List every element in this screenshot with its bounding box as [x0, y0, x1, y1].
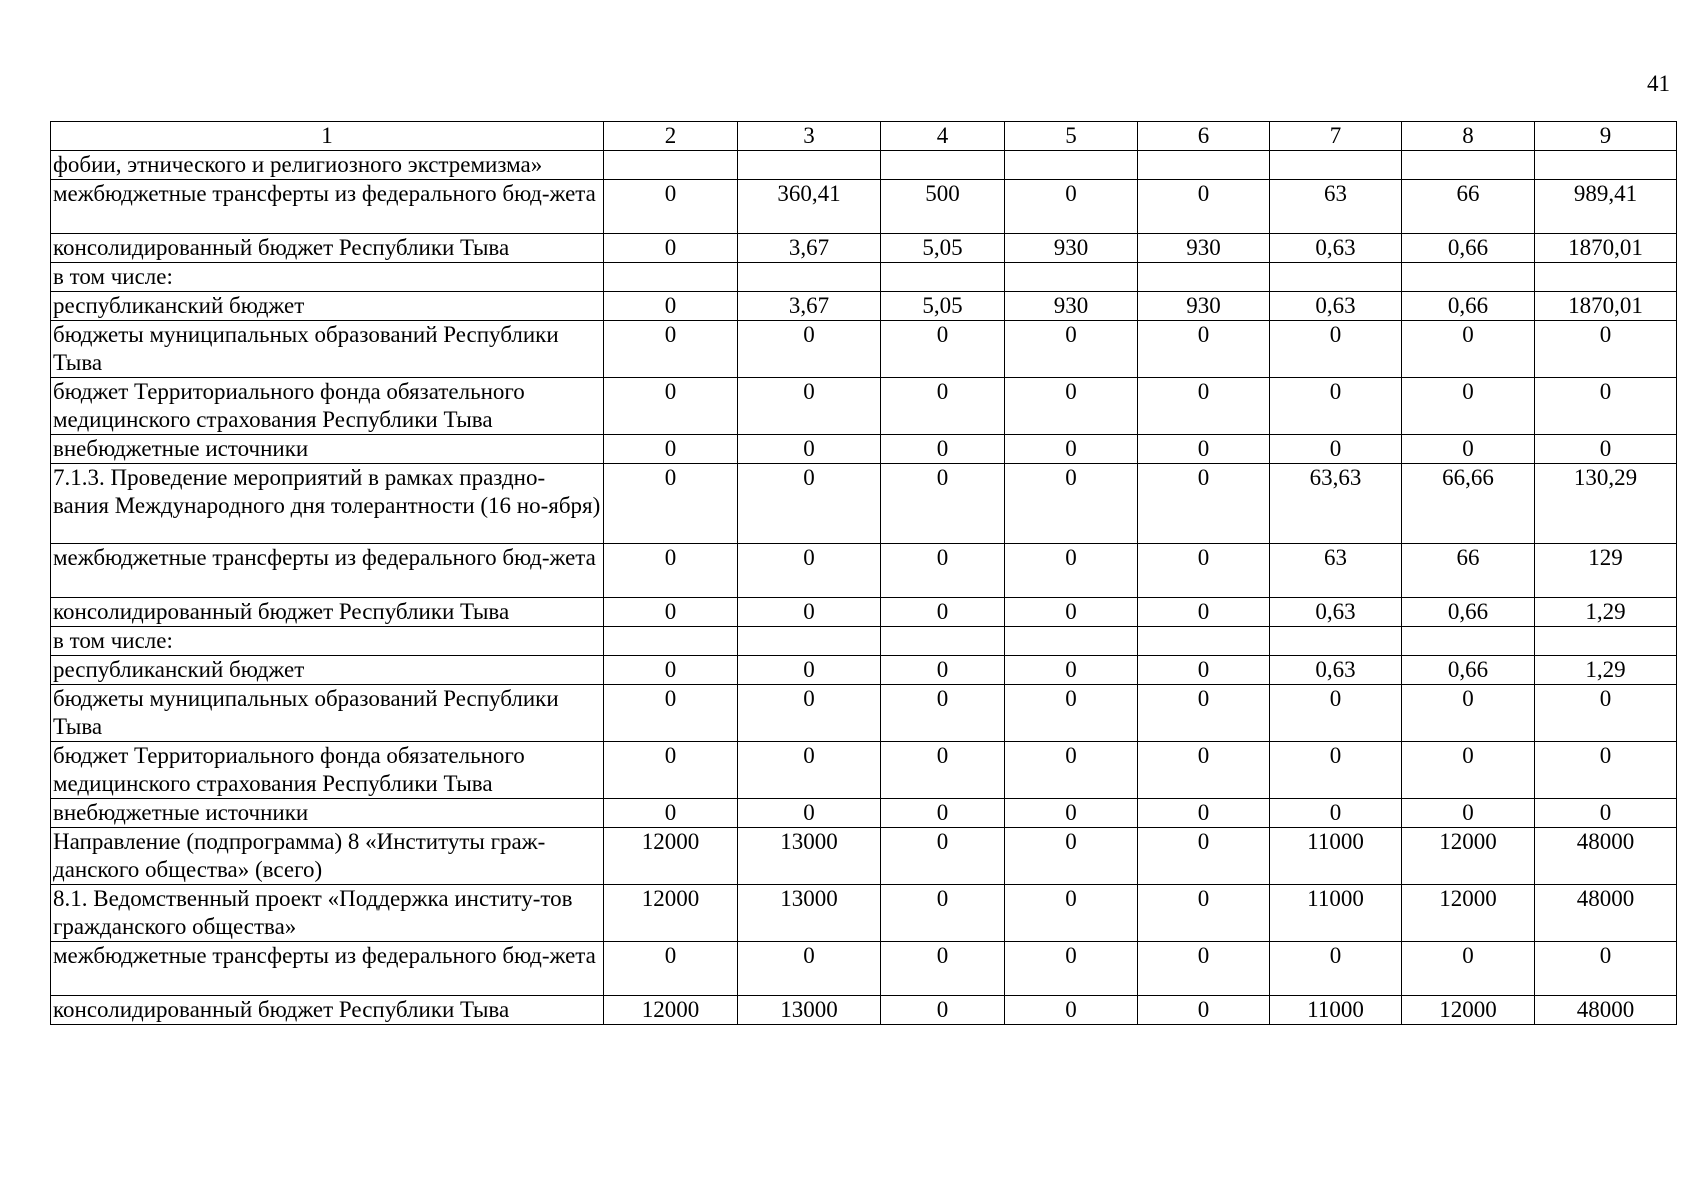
- value-cell: [738, 263, 881, 292]
- value-cell: [1270, 627, 1402, 656]
- value-cell: 1870,01: [1535, 292, 1677, 321]
- value-cell: 0: [1005, 996, 1138, 1025]
- value-cell: 0,63: [1270, 598, 1402, 627]
- value-cell: [738, 151, 881, 180]
- value-cell: [1402, 627, 1535, 656]
- table-row: [51, 885, 1677, 942]
- value-cell: 0: [604, 598, 738, 627]
- value-cell: 0,66: [1402, 292, 1535, 321]
- value-cell: 0: [604, 742, 738, 799]
- value-cell: 13000: [738, 885, 881, 942]
- value-cell: 0: [1005, 321, 1138, 378]
- value-cell: 930: [1005, 292, 1138, 321]
- table-row: [51, 742, 1677, 799]
- value-cell: [1270, 263, 1402, 292]
- table-row: [51, 656, 1677, 685]
- value-cell: 0: [1138, 321, 1270, 378]
- column-number-header: 4: [881, 122, 1005, 151]
- value-cell: 0: [1005, 742, 1138, 799]
- table-row: [51, 627, 1677, 656]
- value-cell: 0: [1402, 435, 1535, 464]
- table-row: [51, 685, 1677, 742]
- value-cell: 500: [881, 180, 1005, 234]
- value-cell: 11000: [1270, 828, 1402, 885]
- table-row: [51, 799, 1677, 828]
- column-number-header: 7: [1270, 122, 1402, 151]
- value-cell: 0: [604, 378, 738, 435]
- value-cell: 0: [604, 942, 738, 996]
- value-cell: 0: [1402, 799, 1535, 828]
- value-cell: 0: [1005, 378, 1138, 435]
- value-cell: [881, 151, 1005, 180]
- value-cell: 0: [1535, 321, 1677, 378]
- table-row: [51, 942, 1677, 996]
- value-cell: 0: [881, 464, 1005, 544]
- row-label: консолидированный бюджет Республики Тыва: [51, 598, 604, 627]
- value-cell: 0: [1402, 685, 1535, 742]
- value-cell: 0: [1535, 799, 1677, 828]
- row-label: республиканский бюджет: [51, 656, 604, 685]
- value-cell: 5,05: [881, 234, 1005, 263]
- value-cell: 3,67: [738, 234, 881, 263]
- row-label: 8.1. Ведомственный проект «Поддержка институ-тов гражданского общества»: [51, 885, 604, 942]
- value-cell: 0: [1270, 321, 1402, 378]
- value-cell: 0: [881, 544, 1005, 598]
- value-cell: 0: [738, 685, 881, 742]
- value-cell: [1402, 263, 1535, 292]
- value-cell: 360,41: [738, 180, 881, 234]
- value-cell: 12000: [604, 828, 738, 885]
- value-cell: 0: [1138, 435, 1270, 464]
- value-cell: 129: [1535, 544, 1677, 598]
- value-cell: 0: [1270, 942, 1402, 996]
- value-cell: 930: [1138, 292, 1270, 321]
- value-cell: 0: [1005, 685, 1138, 742]
- value-cell: [1270, 151, 1402, 180]
- value-cell: [1138, 627, 1270, 656]
- row-label: в том числе:: [51, 627, 604, 656]
- value-cell: 0: [881, 996, 1005, 1025]
- value-cell: 0: [881, 685, 1005, 742]
- table-row: [51, 151, 1677, 180]
- value-cell: 0: [881, 378, 1005, 435]
- value-cell: 63: [1270, 544, 1402, 598]
- value-cell: 0: [1270, 685, 1402, 742]
- value-cell: 12000: [1402, 996, 1535, 1025]
- value-cell: [1005, 627, 1138, 656]
- value-cell: 0: [1138, 656, 1270, 685]
- value-cell: 0: [881, 598, 1005, 627]
- value-cell: 0: [1535, 742, 1677, 799]
- value-cell: 0: [881, 942, 1005, 996]
- value-cell: 48000: [1535, 885, 1677, 942]
- value-cell: 0: [738, 378, 881, 435]
- value-cell: 0: [1402, 742, 1535, 799]
- value-cell: 0: [604, 234, 738, 263]
- value-cell: 0: [1270, 435, 1402, 464]
- table-row: [51, 598, 1677, 627]
- row-label: фобии, этнического и религиозного экстремизма»: [51, 151, 604, 180]
- value-cell: [1005, 263, 1138, 292]
- value-cell: 66: [1402, 544, 1535, 598]
- value-cell: [604, 263, 738, 292]
- value-cell: 0: [604, 685, 738, 742]
- value-cell: 1,29: [1535, 598, 1677, 627]
- value-cell: 0: [1402, 378, 1535, 435]
- value-cell: 0: [1005, 180, 1138, 234]
- value-cell: 0: [1138, 378, 1270, 435]
- value-cell: 63: [1270, 180, 1402, 234]
- row-label: межбюджетные трансферты из федерального бюд-жета: [51, 544, 604, 598]
- table-row: [51, 378, 1677, 435]
- value-cell: 0: [881, 742, 1005, 799]
- value-cell: 11000: [1270, 996, 1402, 1025]
- value-cell: [1535, 151, 1677, 180]
- value-cell: 0: [604, 435, 738, 464]
- value-cell: 0: [1138, 464, 1270, 544]
- value-cell: 0: [604, 544, 738, 598]
- value-cell: 0: [1535, 435, 1677, 464]
- value-cell: 0,66: [1402, 598, 1535, 627]
- value-cell: 0: [604, 656, 738, 685]
- value-cell: 0: [1138, 828, 1270, 885]
- row-label: бюджеты муниципальных образований Республики Тыва: [51, 321, 604, 378]
- value-cell: 989,41: [1535, 180, 1677, 234]
- value-cell: 0: [1138, 685, 1270, 742]
- value-cell: 0: [1138, 885, 1270, 942]
- value-cell: 0: [1535, 942, 1677, 996]
- row-label: внебюджетные источники: [51, 799, 604, 828]
- value-cell: [604, 627, 738, 656]
- row-label: 7.1.3. Проведение мероприятий в рамках праздно-вания Международного дня толерантности (16 но-ября): [51, 464, 604, 544]
- value-cell: 930: [1138, 234, 1270, 263]
- value-cell: 0: [604, 799, 738, 828]
- column-number-header: 3: [738, 122, 881, 151]
- table-row: [51, 292, 1677, 321]
- value-cell: 0,66: [1402, 656, 1535, 685]
- value-cell: 0: [1270, 378, 1402, 435]
- value-cell: 0: [881, 799, 1005, 828]
- table-row: [51, 464, 1677, 544]
- column-number-header-row: [51, 122, 1677, 151]
- value-cell: 11000: [1270, 885, 1402, 942]
- page-number: 41: [1647, 71, 1670, 96]
- value-cell: 0: [1005, 464, 1138, 544]
- table-row: [51, 263, 1677, 292]
- value-cell: 0: [1270, 742, 1402, 799]
- value-cell: [881, 263, 1005, 292]
- value-cell: 130,29: [1535, 464, 1677, 544]
- value-cell: [1535, 263, 1677, 292]
- value-cell: 0: [604, 464, 738, 544]
- row-label: консолидированный бюджет Республики Тыва: [51, 234, 604, 263]
- value-cell: 0,63: [1270, 292, 1402, 321]
- value-cell: 66,66: [1402, 464, 1535, 544]
- table-row: [51, 996, 1677, 1025]
- value-cell: 66: [1402, 180, 1535, 234]
- value-cell: 0: [881, 828, 1005, 885]
- value-cell: 12000: [1402, 885, 1535, 942]
- value-cell: 0: [738, 435, 881, 464]
- value-cell: 0: [1005, 544, 1138, 598]
- table-row: [51, 180, 1677, 234]
- value-cell: 0: [881, 321, 1005, 378]
- value-cell: 0: [604, 180, 738, 234]
- column-number-header: 5: [1005, 122, 1138, 151]
- value-cell: [881, 627, 1005, 656]
- value-cell: 0: [1138, 180, 1270, 234]
- value-cell: [1535, 627, 1677, 656]
- table-body: [51, 122, 1677, 1025]
- value-cell: 0: [1535, 378, 1677, 435]
- value-cell: 0: [881, 656, 1005, 685]
- value-cell: 0: [1535, 685, 1677, 742]
- value-cell: 12000: [604, 885, 738, 942]
- value-cell: 3,67: [738, 292, 881, 321]
- row-label: внебюджетные источники: [51, 435, 604, 464]
- column-number-header: 9: [1535, 122, 1677, 151]
- column-number-header: 8: [1402, 122, 1535, 151]
- value-cell: 0,63: [1270, 234, 1402, 263]
- row-label: бюджет Территориального фонда обязательного медицинского страхования Республики Тыва: [51, 742, 604, 799]
- row-label: бюджет Территориального фонда обязательного медицинского страхования Республики Тыва: [51, 378, 604, 435]
- row-label: в том числе:: [51, 263, 604, 292]
- value-cell: 0: [738, 742, 881, 799]
- value-cell: 0: [738, 544, 881, 598]
- value-cell: 0: [881, 435, 1005, 464]
- table-row: [51, 321, 1677, 378]
- value-cell: 0: [1005, 435, 1138, 464]
- value-cell: 0: [738, 799, 881, 828]
- value-cell: 0,66: [1402, 234, 1535, 263]
- value-cell: [738, 627, 881, 656]
- value-cell: 0: [1005, 656, 1138, 685]
- value-cell: 0: [738, 598, 881, 627]
- value-cell: [1402, 151, 1535, 180]
- value-cell: 0: [1138, 598, 1270, 627]
- column-number-header: 6: [1138, 122, 1270, 151]
- table-row: [51, 544, 1677, 598]
- value-cell: 0: [1138, 742, 1270, 799]
- value-cell: 0: [738, 464, 881, 544]
- value-cell: [1138, 263, 1270, 292]
- value-cell: 0: [1005, 942, 1138, 996]
- value-cell: [1005, 151, 1138, 180]
- value-cell: 0: [1138, 799, 1270, 828]
- value-cell: 0: [881, 885, 1005, 942]
- table-row: [51, 234, 1677, 263]
- value-cell: 1,29: [1535, 656, 1677, 685]
- value-cell: 0: [1402, 321, 1535, 378]
- value-cell: 1870,01: [1535, 234, 1677, 263]
- value-cell: 0: [738, 942, 881, 996]
- value-cell: 930: [1005, 234, 1138, 263]
- value-cell: 48000: [1535, 996, 1677, 1025]
- row-label: межбюджетные трансферты из федерального бюд-жета: [51, 180, 604, 234]
- value-cell: [1138, 151, 1270, 180]
- value-cell: [604, 151, 738, 180]
- value-cell: 0,63: [1270, 656, 1402, 685]
- value-cell: 48000: [1535, 828, 1677, 885]
- row-label: межбюджетные трансферты из федерального бюд-жета: [51, 942, 604, 996]
- budget-table: [50, 121, 1677, 1025]
- value-cell: 12000: [1402, 828, 1535, 885]
- row-label: республиканский бюджет: [51, 292, 604, 321]
- table-row: [51, 435, 1677, 464]
- value-cell: 0: [1402, 942, 1535, 996]
- row-label: Направление (подпрограмма) 8 «Институты граж-данского общества» (всего): [51, 828, 604, 885]
- value-cell: 0: [1005, 828, 1138, 885]
- value-cell: 0: [1005, 598, 1138, 627]
- value-cell: 12000: [604, 996, 738, 1025]
- value-cell: 0: [738, 321, 881, 378]
- value-cell: 0: [1138, 942, 1270, 996]
- column-number-header: 2: [604, 122, 738, 151]
- value-cell: 0: [1138, 996, 1270, 1025]
- value-cell: 0: [738, 656, 881, 685]
- value-cell: 63,63: [1270, 464, 1402, 544]
- value-cell: 0: [1005, 885, 1138, 942]
- column-number-header: 1: [51, 122, 604, 151]
- value-cell: 0: [604, 321, 738, 378]
- row-label: бюджеты муниципальных образований Республики Тыва: [51, 685, 604, 742]
- value-cell: 0: [1138, 544, 1270, 598]
- value-cell: 0: [1270, 799, 1402, 828]
- row-label: консолидированный бюджет Республики Тыва: [51, 996, 604, 1025]
- table-row: [51, 828, 1677, 885]
- value-cell: 0: [1005, 799, 1138, 828]
- value-cell: 5,05: [881, 292, 1005, 321]
- value-cell: 13000: [738, 996, 881, 1025]
- value-cell: 13000: [738, 828, 881, 885]
- value-cell: 0: [604, 292, 738, 321]
